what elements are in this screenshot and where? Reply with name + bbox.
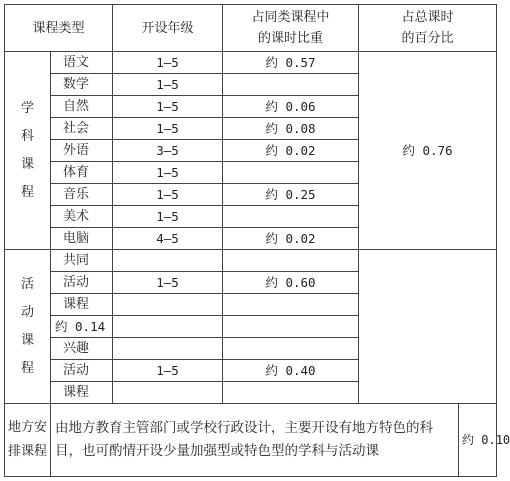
subject-cell: 社会 — [51, 118, 113, 140]
subject-cell: 外语 — [51, 140, 113, 162]
subject-cell: 共同 — [51, 250, 113, 272]
academic-label-char: 科 — [20, 128, 34, 144]
same-ratio-cell: 约 0.40 — [223, 360, 359, 382]
course-structure-table — [4, 4, 510, 477]
header-same-type-ratio — [223, 5, 359, 52]
grade-cell: 1—5 — [113, 184, 223, 206]
local-label-line1: 地方安 — [7, 420, 47, 435]
subject-cell: 课程 — [51, 382, 113, 404]
subject-cell: 数学 — [51, 74, 113, 96]
header-total-ratio — [359, 5, 497, 52]
header-grade: 开设年级 — [113, 5, 223, 52]
same-ratio-cell: 约 0.02 — [223, 228, 359, 250]
table-row — [5, 250, 497, 272]
grade-cell: 1—5 — [113, 162, 223, 184]
academic-category-label — [5, 52, 51, 250]
subject-cell: 语文 — [51, 52, 113, 74]
academic-label-char: 学 — [20, 100, 34, 116]
grade-cell: 1—5 — [113, 52, 223, 74]
activity-category-label — [5, 250, 51, 404]
subject-cell: 活动 — [51, 272, 113, 294]
academic-label-char: 程 — [20, 184, 34, 200]
header-total-ratio-line2: 的百分比 — [401, 31, 454, 46]
activity-label-char: 动 — [20, 304, 34, 320]
same-ratio-cell — [223, 206, 359, 228]
local-total-ratio: 约 0.10 — [459, 404, 497, 477]
subject-cell: 自然 — [51, 96, 113, 118]
grade-cell — [113, 294, 223, 316]
same-ratio-cell — [223, 74, 359, 96]
header-course-type: 课程类型 — [5, 5, 113, 52]
same-ratio-cell — [223, 294, 359, 316]
same-ratio-cell — [223, 162, 359, 184]
same-ratio-cell: 约 0.25 — [223, 184, 359, 206]
grade-cell — [113, 382, 223, 404]
same-ratio-cell: 约 0.08 — [223, 118, 359, 140]
same-ratio-cell: 约 0.02 — [223, 140, 359, 162]
grade-cell: 1—5 — [113, 360, 223, 382]
subject-cell: 约 0.14 — [51, 316, 113, 338]
activity-label-char: 程 — [20, 360, 34, 376]
same-ratio-cell: 约 0.06 — [223, 96, 359, 118]
subject-cell: 兴趣 — [51, 338, 113, 360]
grade-cell: 1—5 — [113, 206, 223, 228]
same-ratio-cell — [223, 382, 359, 404]
subject-cell: 电脑 — [51, 228, 113, 250]
grade-cell — [113, 316, 223, 338]
same-ratio-cell — [223, 338, 359, 360]
table-row — [5, 52, 497, 74]
same-ratio-cell: 约 0.60 — [223, 272, 359, 294]
grade-cell: 1—5 — [113, 272, 223, 294]
header-total-ratio-line1: 占总课时 — [401, 10, 454, 25]
subject-cell: 课程 — [51, 294, 113, 316]
subject-cell: 美术 — [51, 206, 113, 228]
header-same-type-ratio-line1: 占同类课程中 — [251, 10, 330, 25]
local-label-line2: 排课程 — [7, 444, 47, 459]
academic-total-ratio: 约 0.76 — [359, 52, 497, 250]
activity-label-char: 活 — [20, 276, 34, 292]
same-ratio-cell: 约 0.57 — [223, 52, 359, 74]
grade-cell: 4—5 — [113, 228, 223, 250]
same-ratio-cell — [223, 316, 359, 338]
local-category-label — [5, 404, 51, 477]
grade-cell — [113, 250, 223, 272]
grade-cell — [113, 338, 223, 360]
grade-cell: 1—5 — [113, 118, 223, 140]
subject-cell: 体育 — [51, 162, 113, 184]
grade-cell: 1—5 — [113, 96, 223, 118]
grade-cell: 3—5 — [113, 140, 223, 162]
grade-cell: 1—5 — [113, 74, 223, 96]
header-same-type-ratio-line2: 的课时比重 — [258, 31, 324, 46]
table-row — [5, 404, 497, 477]
subject-cell: 音乐 — [51, 184, 113, 206]
local-course-description: 由地方教育主管部门或学校行政设计，主要开设有地方特色的科目，也可酌情开设少量加强型或特色型的学科与活动课 — [51, 404, 459, 477]
activity-label-char: 课 — [20, 332, 34, 348]
same-ratio-cell — [223, 250, 359, 272]
academic-label-char: 课 — [20, 156, 34, 172]
activity-total-ratio — [359, 250, 497, 404]
table-header-row — [5, 5, 497, 52]
subject-cell: 活动 — [51, 360, 113, 382]
